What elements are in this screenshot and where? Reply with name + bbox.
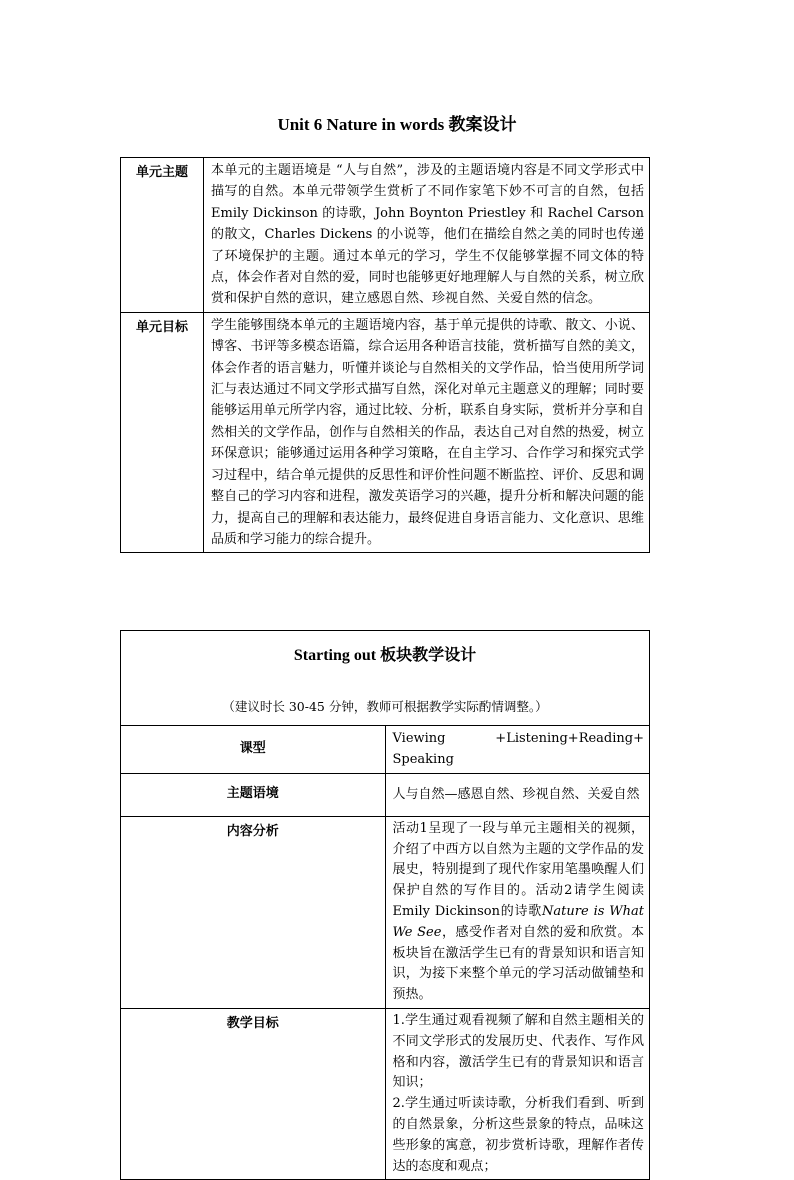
table-row (121, 773, 650, 816)
content-analysis-content (385, 816, 650, 1008)
table-row (121, 816, 650, 1008)
teaching-goals-content (385, 1008, 650, 1179)
table-row (121, 1008, 650, 1179)
starting-out-table (120, 630, 650, 1180)
course-type-content: Viewing +Listening+Reading+ Speaking (385, 726, 650, 774)
teaching-goal-1: 1.学生通过观看视频了解和自然主题相关的不同文学形式的发展历史、代表作、写作风格和内容，激活学生已有的背景知识和语言知识； (392, 1012, 644, 1091)
table-row (121, 631, 650, 726)
poem-title: Nature is What We See (392, 904, 644, 940)
theme-context-label: 主题语境 (121, 773, 386, 816)
unit-goals-content: 学生能够围绕本单元的主题语境内容，基于单元提供的诗歌、散文、小说、博客、书评等多模态语篇，综合运用各种语言技能，赏析描写自然的美文，体会作者的语言魅力，听懂并谈论与自然相关的文学作品，恰当使用所学词汇与表达通过不同文学形式描写自然，深化对单元主题意义的理解；同时要能够运用单元所学内容，通过比较、分析，联系自身实际，赏析并分享和自然相关的文学作品，创作与自然相关的作品，表达自己对自然的热爱，树立环保意识；能够通过运用各种学习策略，在自主学习、合作学习和探究式学习过程中，结合单元提供的反思性和评价性问题不断监控、评价、反思和调整自己的学习内容和进程，激发英语学习的兴趣，提升分析和解决问题的能力，提高自己的理解和表达能力，最终促进自身语言能力、文化意识、思维品质和学习能力的综合提升。 (204, 312, 650, 552)
course-type-label: 课型 (121, 726, 386, 774)
analysis-text-part-2: ，感受作者对自然的爱和欣赏。本板块旨在激活学生已有的背景知识和语言知识，为接下来整个单元的学习活动做铺垫和预热。 (392, 924, 644, 1003)
section-title: Starting out 板块教学设计 (293, 647, 477, 664)
unit-overview-table (120, 157, 650, 553)
page-title: Unit 6 Nature in words 教案设计 (277, 115, 517, 134)
unit-theme-label: 单元主题 (121, 158, 204, 313)
teaching-goals-label: 教学目标 (121, 1008, 386, 1179)
table-row (121, 312, 650, 552)
theme-context-content: 人与自然—感恩自然、珍视自然、关爱自然 (385, 773, 650, 816)
table-row (121, 158, 650, 313)
table-row (121, 726, 650, 774)
duration-note: （建议时长 30-45 分钟，教师可根据教学实际酌情调整。） (222, 699, 548, 714)
section-header-cell (121, 631, 650, 726)
unit-goals-label: 单元目标 (121, 312, 204, 552)
unit-theme-content: 本单元的主题语境是 “人与自然”，涉及的主题语境内容是不同文学形式中描写的自然。本单元带领学生赏析了不同作家笔下妙不可言的自然，包括 Emily Dickinson 的诗歌，John Boynton Priestley 和 Rachel Carson 的散文，Charles Dickens 的小说等，他们在描绘自然之美的同时也传递了环境保护的主题。通过本单元的学习，学生不仅能够掌握不同文体的特点，体会作者对自然的爱，同时也能够更好地理解人与自然的关系，树立欣赏和保护自然的意识，建立感恩自然、珍视自然、关爱自然的信念。 (204, 158, 650, 313)
teaching-goal-2: 2.学生通过听读诗歌，分析我们看到、听到的自然景象，分析这些景象的特点，品味这些形象的寓意，初步赏析诗歌，理解作者传达的态度和观点； (392, 1096, 644, 1174)
analysis-text-part-1: 活动1呈现了一段与单元主题相关的视频，介绍了中西方以自然为主题的文学作品的发展史，特别提到了现代作家用笔墨唤醒人们保护自然的写作目的。活动2请学生阅读Emily Dickinson的诗歌 (392, 820, 644, 919)
content-analysis-label: 内容分析 (121, 816, 386, 1008)
